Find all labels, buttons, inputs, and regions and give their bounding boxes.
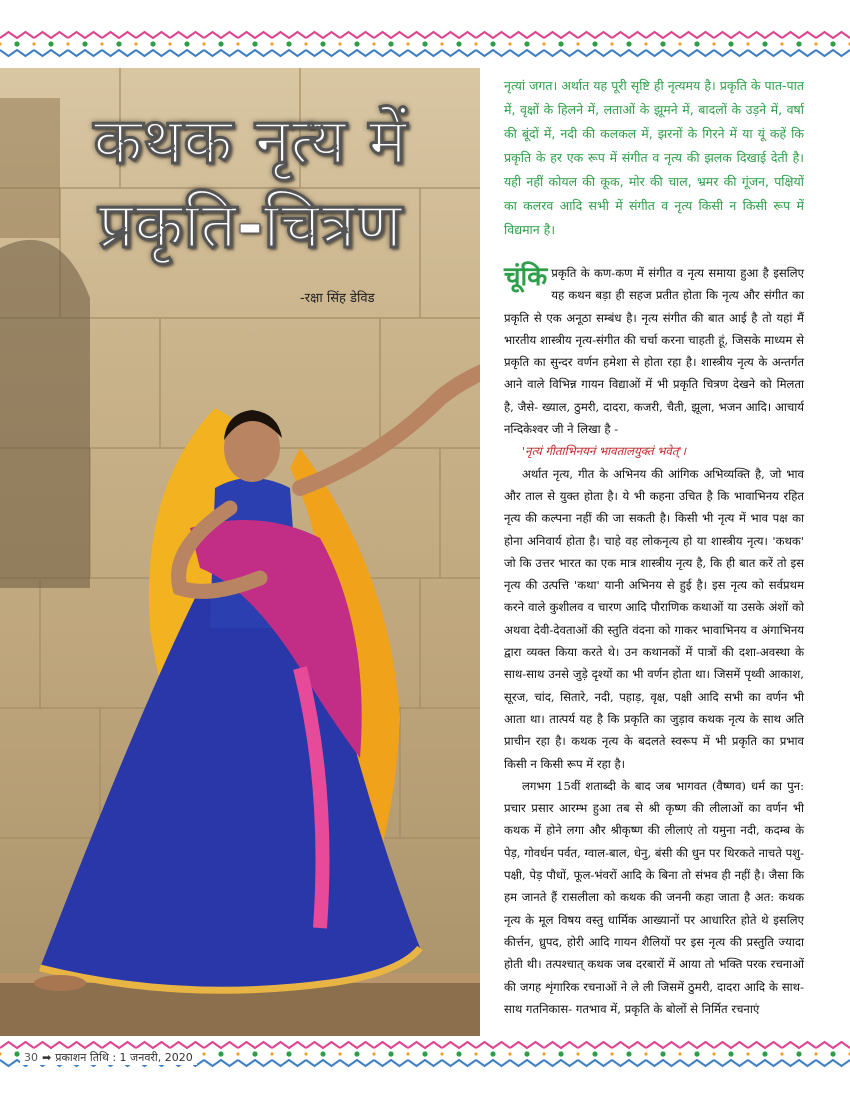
- paragraph-1-text: प्रकृति के कण-कण में संगीत व नृत्य समाया हुआ है इसलिए यह कथन बड़ा ही सहज प्रतीत होता कि नृत्य और संगीत का प्रकृति से एक अनूठा सम्बंध है। नृत्य संगीत की बात आई है तो यहां मैं भारतीय शास्त्रीय नृत्य-संगीत की चर्चा करना चाहती हूं, जिसके माध्यम से प्रकृति का सुन्दर वर्णन हमेशा से होता रहा है। शास्त्रीय नृत्य के अन्तर्गत आने वाले विभिन्न गायन विद्याओं में भी प्रकृति चित्रण देखने को मिलता है, जैसे- ख्याल, ठुमरी, दादरा, कजरी, चैती, झूला, भजन आदि। आचार्य नन्दिकेश्वर जी ने लिखा है -: [504, 266, 804, 437]
- paragraph-2: अर्थात नृत्य, गीत के अभिनय की आंगिक अभिव्यक्ति है, जो भाव और ताल से युक्त होता है। ये भी कहना उचित है कि भावाभिनय रहित नृत्य की कल्पना नहीं की जा सकती है। किसी भी नृत्य में भाव पक्ष का होना अनिवार्य होता है। चाहे वह लोकनृत्य हो या शास्त्रीय नृत्य। 'कथक' जो कि उत्तर भारत का एक मात्र शास्त्रीय नृत्य है, कि ही बात करें तो इस नृत्य की उत्पत्ति 'कथा' यानी अभिनय से हुई है। इस नृत्य को सर्वप्रथम करने वाले कुशीलव व चारण आदि पौराणिक कथाओं या उसके अंशों को अथवा देवी-देवताओं की स्तुति वंदना को गाकर भावाभिनय व अंगाभिनय द्वारा व्यक्त किया करते थे। उन कथानकों में पात्रों की दशा-अवस्था के साथ-साथ उनसे जुड़े दृश्यों का भी वर्णन होता था। जिसमें पृथ्वी आकाश, सूरज, चांद, सितारे, नदी, पहाड़, वृक्ष, पक्षी आदि सभी का वर्णन भी आता था। तात्पर्य यह है कि प्रकृति का जुड़ाव कथक नृत्य के साथ अति प्राचीन रहा है। कथक नृत्य के बदलते स्वरूप में भी प्रकृति का प्रभाव किसी न किसी रूप में रहा है।: [504, 466, 804, 771]
- publication-date: प्रकाशन तिथि : 1 जनवरी, 2020: [55, 1051, 193, 1064]
- title-line-1: कथक नृत्य में: [93, 105, 407, 179]
- page-footer: [20, 1050, 197, 1065]
- sanskrit-quote: 'नृत्यं गीताभिनयनं भावतालयुक्तं भवेत्'।: [522, 444, 687, 459]
- top-decorative-border: [0, 30, 850, 58]
- paragraph-1: [504, 262, 804, 440]
- page-number: 30: [24, 1051, 38, 1064]
- paragraph-3: लगभग 15वीं शताब्दी के बाद जब भागवत (वैष्णव) धर्म का पुन: प्रचार प्रसार आरम्भ हुआ तब से श्री कृष्ण की लीलाओं का वर्णन भी कथक में होने लगा और श्रीकृष्ण की लीलाएं तो यमुना नदी, कदम्ब के पेड़, गोवर्धन पर्वत, ग्वाल-बाल, धेनु, बंसी की धुन पर थिरकते नाचते पशु-पक्षी, पेड़ पौधों, फूल-भंवरों आदि के बिना तो संभव ही नहीं है। जैसा कि हम जानते हैं रासलीला को कथक की जननी कहा जाता है अत: कथक नृत्य के मूल विषय वस्तु धार्मिक आख्यानों पर आधारित होते थे इसलिए कीर्त्तन, ध्रुपद, होरी आदि गायन शैलियों पर इस नृत्य की प्रस्तुति ज्यादा होती थी। तत्पश्चात् कथक जब दरबारों में आया तो भक्ति परक रचनाओं की जगह शृंगारिक रचनाओं ने ले ली जिसमें ठुमरी, दादरा आदि के साथ-साथ गतनिकास- गतभाव में, प्रकृति के बोलों से निर्मित रचनाएं: [504, 778, 804, 1016]
- intro-paragraph: नृत्यां जगत। अर्थात यह पूरी सृष्टि ही नृत्यमय है। प्रकृति के पात-पात में, वृक्षों के हिलने में, लताओं के झूमने में, बादलों के उड़ने में, वर्षा की बूंदों में, नदी की कलकल में, झरनों के गिरने में या यूं कहें कि प्रकृति के हर एक रूप में संगीत व नृत्य की झलक दिखाई देती है। यही नहीं कोयल की कूक, मोर की चाल, भ्रमर की गूंजन, पक्षियों का कलरव आदि सभी में संगीत व नृत्य किसी न किसी रूप में विद्यमान है।: [504, 78, 804, 237]
- drop-cap: चूंकि: [504, 262, 548, 292]
- article-title: [40, 100, 460, 268]
- article-body: [504, 262, 804, 1020]
- title-line-2: प्रकृति-चित्रण: [97, 189, 402, 263]
- arrow-icon: ➡: [42, 1051, 52, 1064]
- border-pattern-top: [0, 30, 850, 58]
- author-byline: -रक्षा सिंह डेविड: [300, 291, 375, 306]
